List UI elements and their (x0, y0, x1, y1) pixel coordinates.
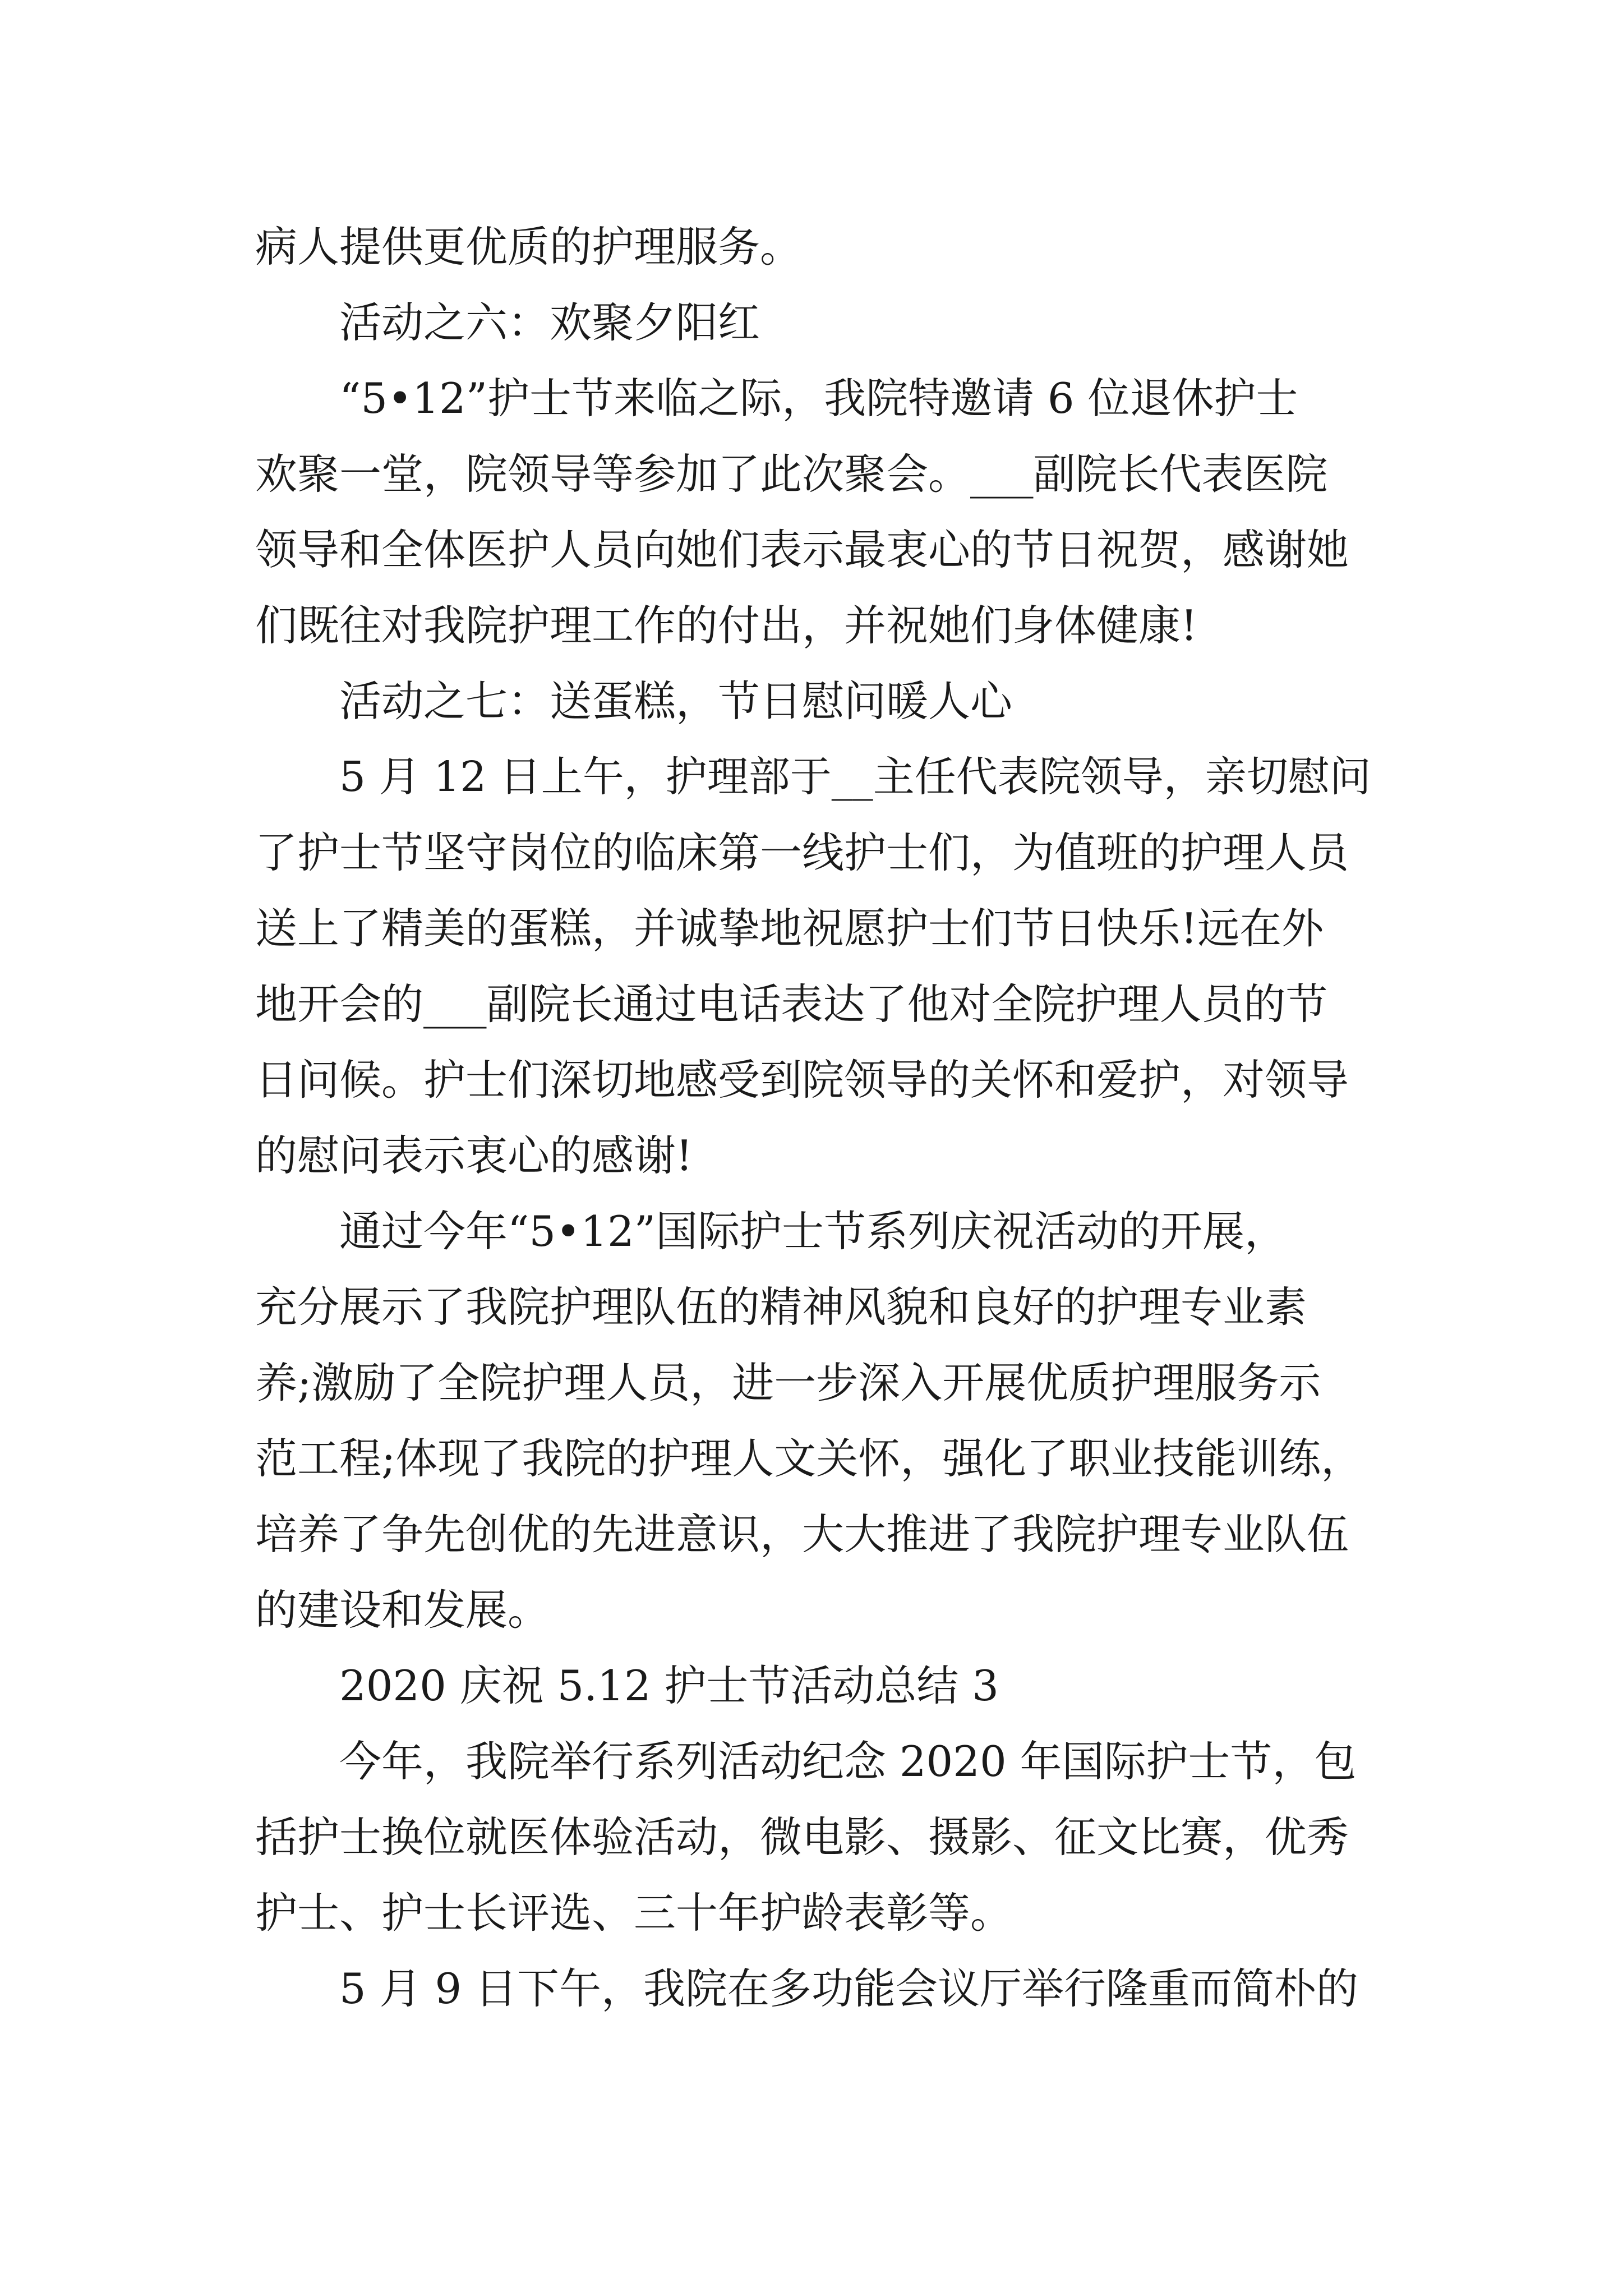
text-line: 充分展示了我院护理队伍的精神风貌和良好的护理专业素 (255, 1282, 1307, 1332)
text-line: 括护士换位就医体验活动，微电影、摄影、征文比赛，优秀 (255, 1812, 1349, 1862)
text-line: 领导和全体医护人员向她们表示最衷心的节日祝贺，感谢她 (255, 525, 1349, 574)
text-line: 5 月 9 日下午，我院在多功能会议厅举行隆重而简朴的 (339, 1964, 1358, 2013)
text-line: 欢聚一堂，院领导等参加了此次聚会。___副院长代表医院 (255, 449, 1328, 499)
text-line: 养;激励了全院护理人员，进一步深入开展优质护理服务示 (255, 1358, 1321, 1407)
text-line: 地开会的___副院长通过电话表达了他对全院护理人员的节 (255, 979, 1328, 1029)
text-line: 5 月 12 日上午，护理部于__主任代表院领导，亲切慰问 (339, 753, 1371, 801)
section-heading: 活动之七：送蛋糕，节日慰问暖人心 (339, 677, 1013, 726)
text-line: 的慰问表示衷心的感谢! (255, 1131, 693, 1180)
text-line: 日问候。护士们深切地感受到院领导的关怀和爱护，对领导 (255, 1055, 1349, 1105)
text-line: 们既往对我院护理工作的付出，并祝她们身体健康! (255, 601, 1198, 650)
text-line: 的建设和发展。 (255, 1585, 550, 1635)
text-line: 今年，我院举行系列活动纪念 2020 年国际护士节，包 (339, 1737, 1357, 1786)
text-line: 了护士节坚守岗位的临床第一线护士们，为值班的护理人员 (255, 828, 1349, 877)
text-line: 病人提供更优质的护理服务。 (255, 222, 803, 272)
text-line: “5•12”护士节来临之际，我院特邀请 6 位退休护士 (339, 374, 1298, 423)
text-line: 范工程;体现了我院的护理人文关怀，强化了职业技能训练， (255, 1434, 1363, 1483)
text-line: 护士、护士长评选、三十年护龄表彰等。 (255, 1888, 1013, 1938)
section-heading: 活动之六：欢聚夕阳红 (339, 298, 760, 347)
text-line: 通过今年“5•12”国际护士节系列庆祝活动的开展， (339, 1207, 1287, 1256)
text-line: 培养了争先创优的先进意识，大大推进了我院护理专业队伍 (255, 1510, 1349, 1559)
section-title: 2020 庆祝 5.12 护士节活动总结 3 (339, 1661, 999, 1710)
text-line: 送上了精美的蛋糕，并诚挚地祝愿护士们节日快乐!远在外 (255, 904, 1324, 953)
